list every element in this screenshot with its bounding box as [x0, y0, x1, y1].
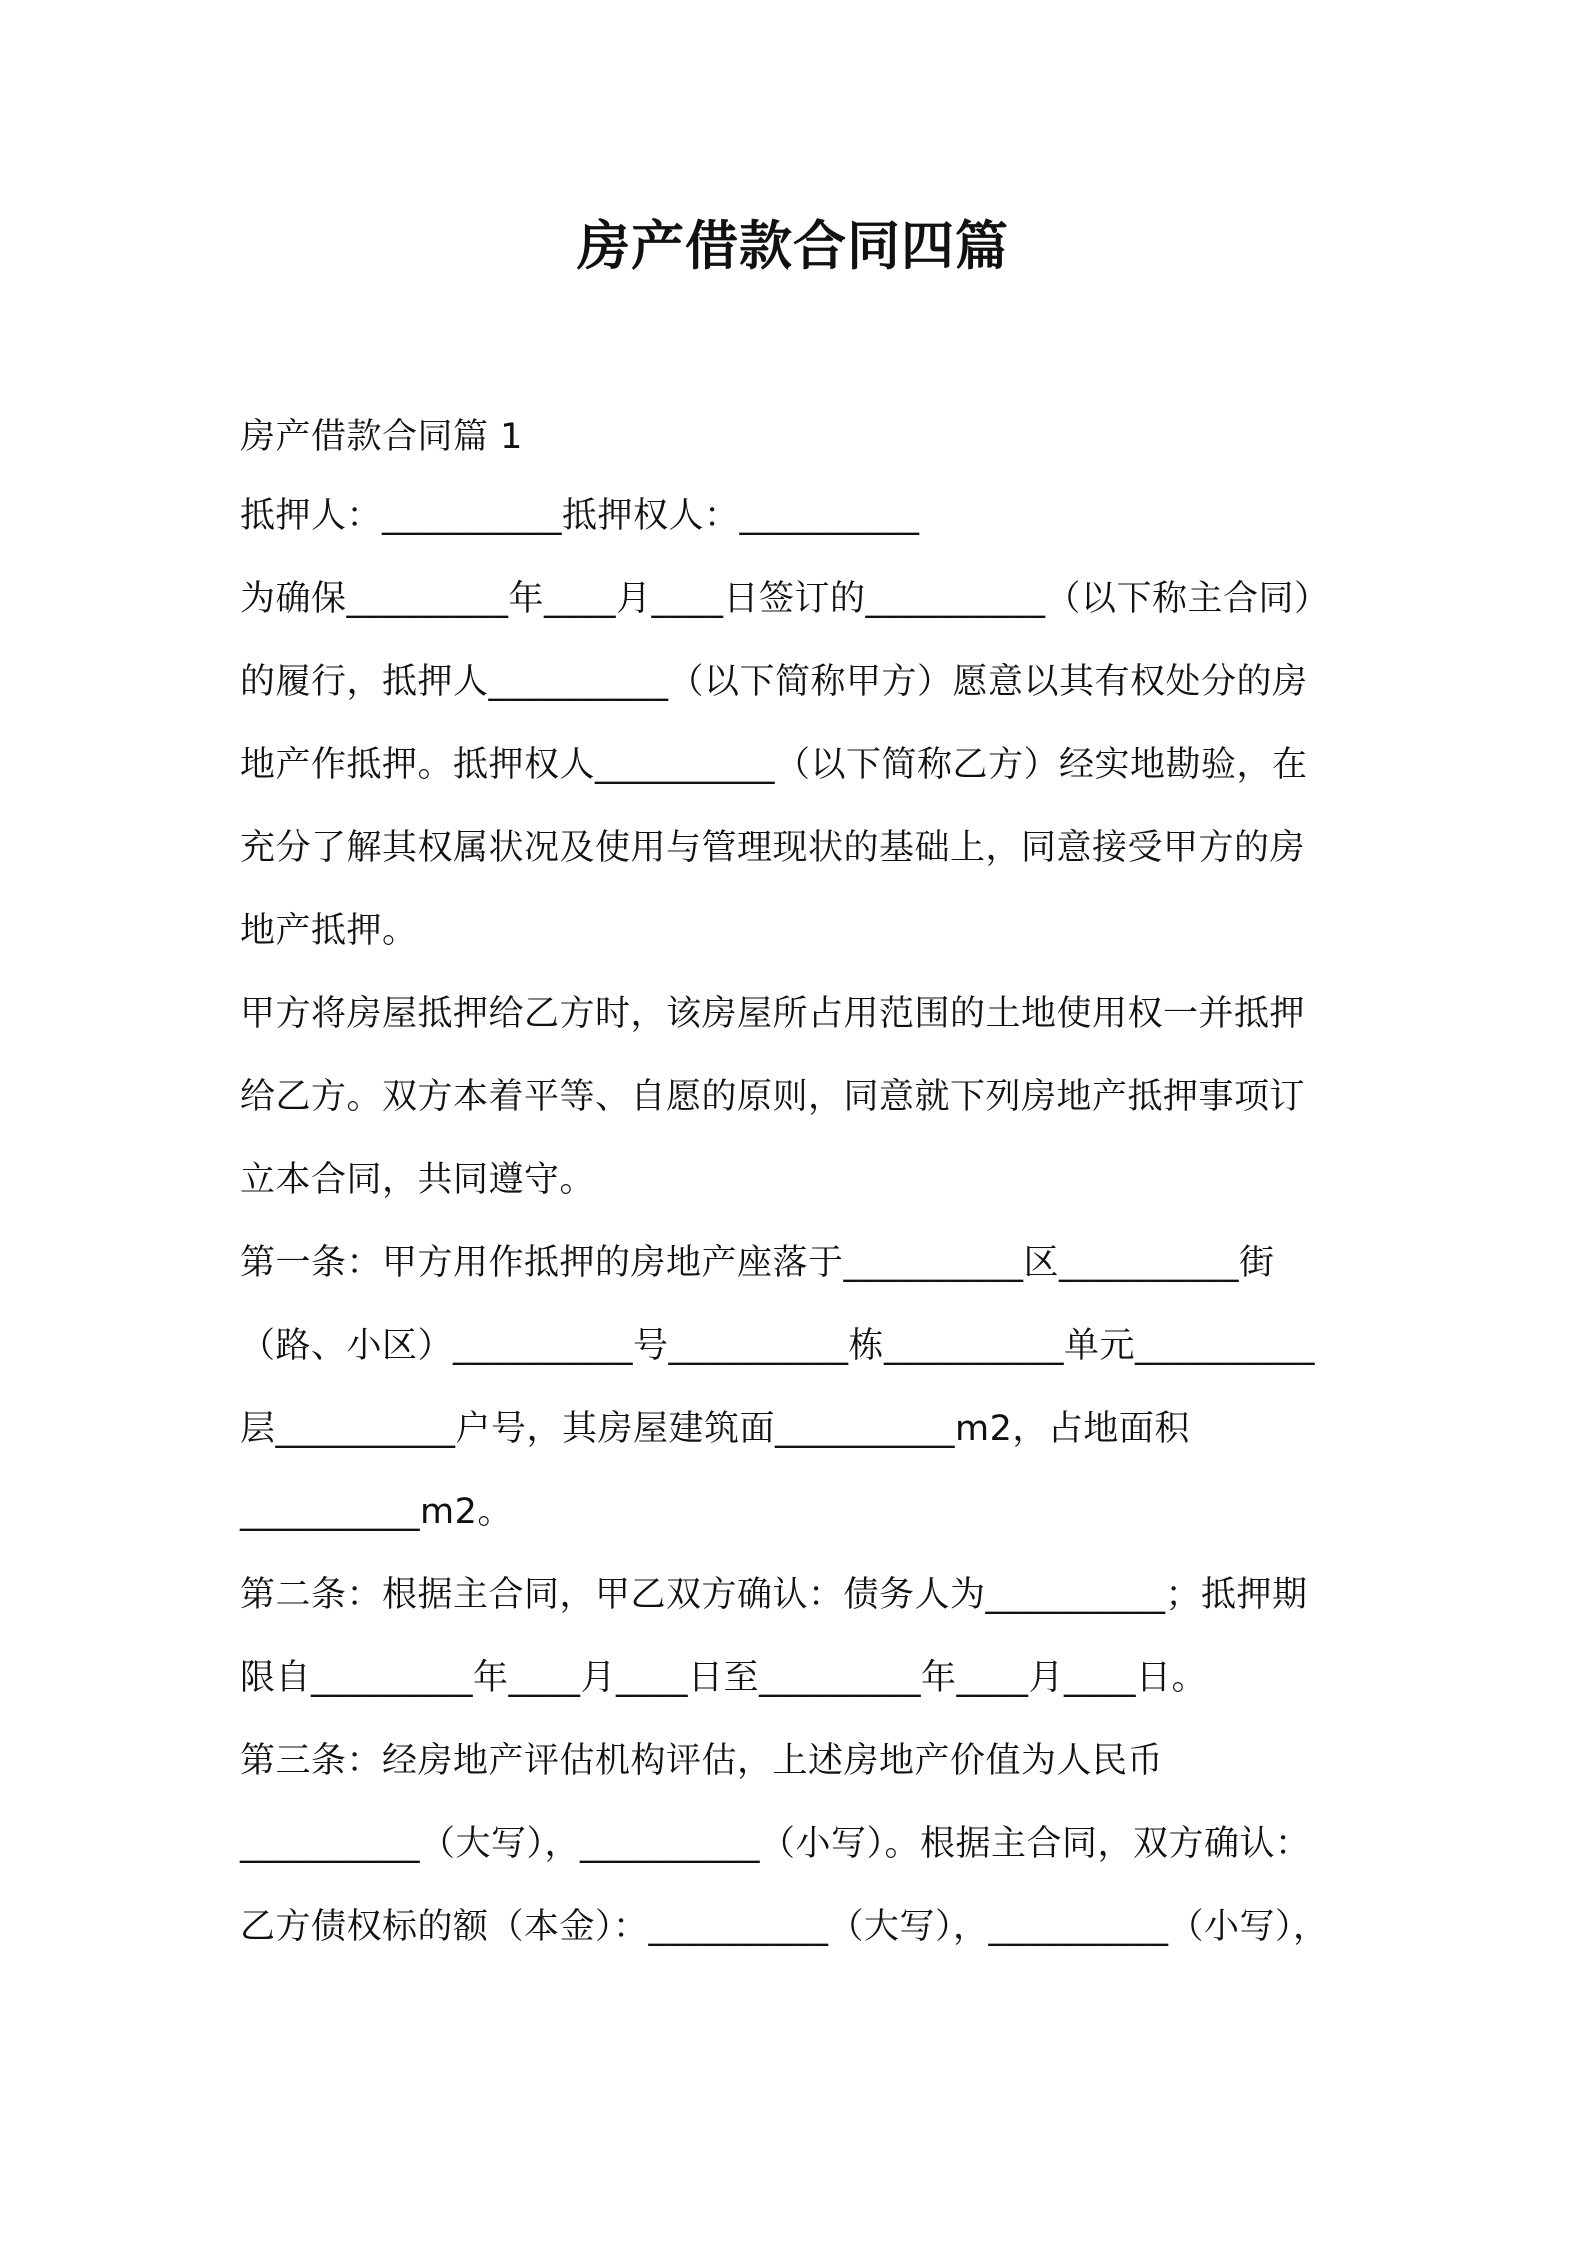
body-line: （路、小区）__________号__________栋__________单元__________ — [240, 1326, 1316, 1366]
document-title: 房产借款合同四篇 — [577, 216, 1009, 277]
article-line: 第一条：甲方用作抵押的房地产座落于__________区__________街 — [240, 1243, 1275, 1283]
article-line: 第三条：经房地产评估机构评估，上述房地产价值为人民币 — [240, 1741, 1164, 1781]
body-line: 的履行，抵押人__________（以下简称甲方）愿意以其有权处分的房 — [240, 662, 1308, 702]
body-line: 甲方将房屋抵押给乙方时，该房屋所占用范围的土地使用权一并抵押 — [240, 994, 1306, 1034]
body-line: 层__________户号，其房屋建筑面__________m2，占地面积 — [240, 1409, 1190, 1449]
body-line: __________m2。 — [240, 1492, 513, 1532]
body-line: 充分了解其权属状况及使用与管理现状的基础上，同意接受甲方的房 — [240, 828, 1306, 868]
body-line: 乙方债权标的额（本金）：__________（大写），__________（小写）， — [240, 1907, 1329, 1947]
body-line: 为确保_________年____月____日签订的__________（以下称主合同） — [240, 579, 1330, 619]
section-heading: 房产借款合同篇 1 — [240, 417, 523, 457]
body-line: 立本合同，共同遵守。 — [240, 1160, 596, 1200]
body-line: __________（大写），__________（小写）。根据主合同，双方确认： — [240, 1824, 1311, 1864]
article-line: 第二条：根据主合同，甲乙双方确认：债务人为__________；抵押期 — [240, 1575, 1308, 1615]
document-body — [240, 400, 1380, 1969]
body-line: 限自_________年____月____日至_________年____月____日。 — [240, 1658, 1208, 1698]
body-line: 抵押人：__________抵押权人：__________ — [240, 496, 920, 536]
body-line: 给乙方。双方本着平等、自愿的原则，同意就下列房地产抵押事项订 — [240, 1077, 1306, 1117]
body-line: 地产抵押。 — [240, 911, 418, 951]
body-line: 地产作抵押。抵押权人__________（以下简称乙方）经实地勘验，在 — [240, 745, 1308, 785]
